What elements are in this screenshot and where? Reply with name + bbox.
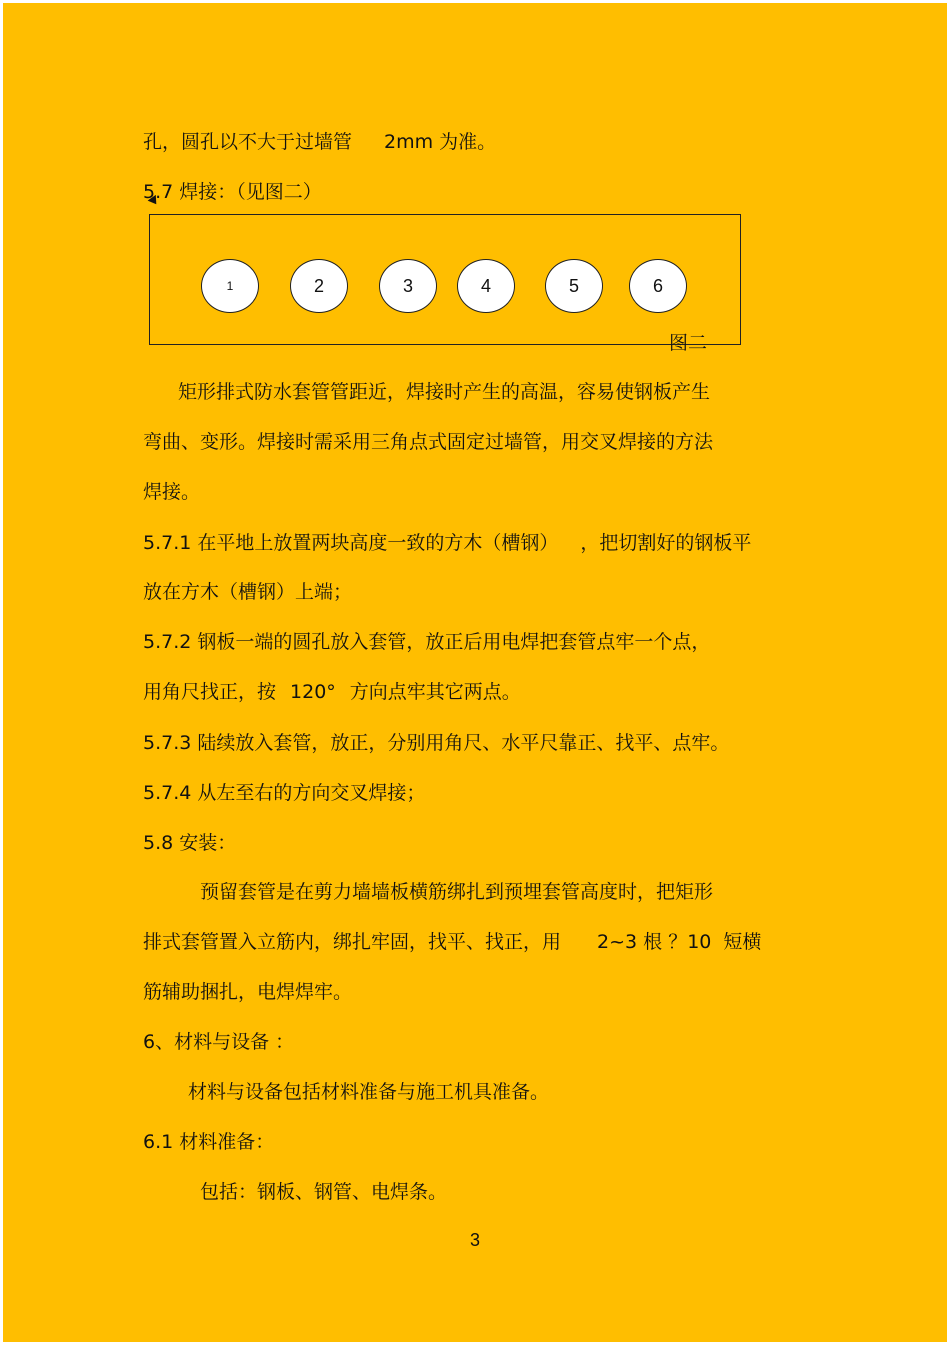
- section-heading-5-7-4: 5.7.4 从左至右的方向交叉焊接；: [143, 782, 426, 804]
- pipe-hole-4: 4: [457, 259, 515, 313]
- text-line: 矩形排式防水套管管距近，焊接时产生的高温，容易使钢板产生: [178, 381, 711, 403]
- text-line: 弯曲、变形。焊接时需采用三角点式固定过墙管，用交叉焊接的方法: [143, 431, 714, 453]
- section-heading-6: 6、材料与设备 ：: [143, 1031, 295, 1053]
- section-heading-5-8: 5.8 安装：: [143, 832, 237, 854]
- pipe-hole-2: 2: [290, 259, 348, 313]
- text-line: 放在方木（槽钢）上端；: [143, 581, 353, 603]
- pipe-hole-3: 3: [379, 259, 437, 313]
- section-heading-5-7-2: 5.7.2 钢板一端的圆孔放入套管，放正后用电焊把套管点牢一个点，: [143, 631, 711, 653]
- section-heading-5-7-1: 5.7.1 在平地上放置两块高度一致的方木（槽钢） ，把切割好的钢板平: [143, 532, 752, 554]
- pipe-hole-5: 5: [545, 259, 603, 313]
- text-line: 预留套管是在剪力墙墙板横筋绑扎到预埋套管高度时，把矩形: [200, 881, 714, 903]
- section-heading-6-1: 6.1 材料准备：: [143, 1131, 275, 1153]
- page-number: 3: [469, 1230, 480, 1250]
- text-line: 孔，圆孔以不大于过墙管 2mm 为准。: [143, 131, 497, 153]
- text-line: 材料与设备包括材料准备与施工机具准备。: [188, 1081, 550, 1103]
- text-line: 排式套管置入立筋内，绑扎牢固，找平、找正，用 2~3 根 ？10 短横: [143, 931, 762, 953]
- text-line: 包括：钢板、钢管、电焊条。: [200, 1181, 448, 1203]
- section-heading-5-7: 5.7 焊接：（见图二）: [143, 181, 322, 203]
- figure-2-diagram: [149, 214, 741, 345]
- figure-caption: 图二: [669, 332, 708, 354]
- text-line: 焊接。: [143, 481, 201, 503]
- text-line: 用角尺找正，按 120° 方向点牢其它两点。: [143, 681, 521, 703]
- pipe-hole-1: 1: [201, 259, 259, 313]
- text-line: 筋辅助捆扎，电焊焊牢。: [143, 981, 353, 1003]
- pipe-hole-6: 6: [629, 259, 687, 313]
- section-heading-5-7-3: 5.7.3 陆续放入套管，放正，分别用角尺、水平尺靠正、找平、点牢。: [143, 732, 730, 754]
